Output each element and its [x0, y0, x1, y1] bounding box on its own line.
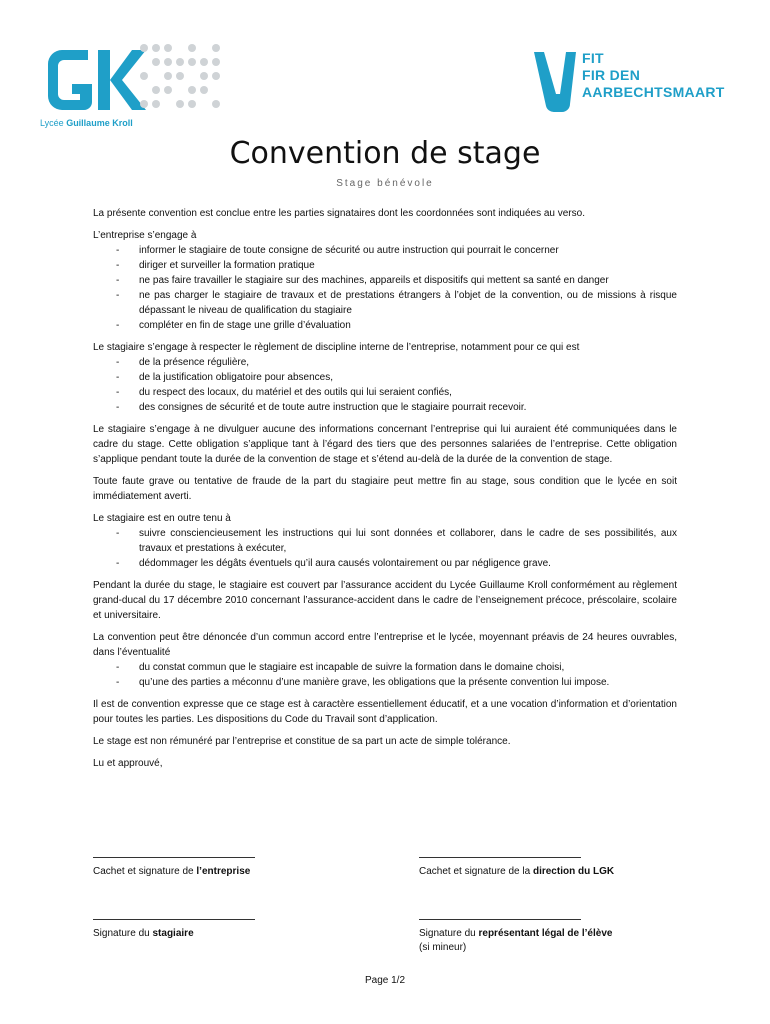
- signature-label-prefix: Signature du: [93, 928, 153, 939]
- signature-representant[interactable]: [419, 919, 612, 955]
- fit-line-2: FIR DEN: [582, 67, 641, 83]
- discretion-paragraph: Le stagiaire s’engage à ne divulguer aucune des informations concernant l’entreprise qui lui auraient été communiquées dans le cadre du stage. Cette obligation s’applique tant à l’égard des tiers que des personnes salariées de l’entreprise. Cette obligation s’applique pendant toute la durée de la convention de stage et s’étend au-delà de la durée de la convention de stage.: [93, 424, 677, 465]
- page-number: Page 1/2: [364, 975, 406, 986]
- denonciation-list: [93, 660, 677, 690]
- list-item: - du respect des locaux, du matériel et des outils qui lui seraient confiés,: [93, 385, 677, 400]
- list-item: - informer le stagiaire de toute consigne de sécurité ou autre instruction qui pourrait le concerner: [93, 243, 677, 258]
- assurance-paragraph: Pendant la durée du stage, le stagiaire est couvert par l’assurance accident du Lycée Guillaume Kroll conformément au règlement grand-ducal du 17 décembre 2010 concernant l’assurance-accident dans le cadre de l’enseignement précoce, préscolaire, scolaire et universitaire.: [93, 580, 677, 621]
- signature-line: [93, 857, 255, 859]
- list-item: - suivre consciencieusement les instructions qui lui sont données et collaborer, dans le cadre de ses possibilités, aux travaux et prestations à exécuter,: [93, 526, 677, 556]
- denonciation-intro: La convention peut être dénoncée d’un commun accord entre l’entreprise et le lycée, moyennant préavis de 24 heures ouvrables, dans l’éventualité: [93, 632, 677, 658]
- list-item: - dédommager les dégâts éventuels qu’il aura causés volontairement ou par négligence grave.: [93, 556, 677, 571]
- list-item: - du constat commun que le stagiaire est incapable de suivre la formation dans le domaine choisi,: [93, 660, 677, 675]
- signature-label-bold: représentant légal de l’élève: [478, 928, 613, 939]
- approuve-text: Lu et approuvé,: [93, 758, 163, 769]
- stagiaire-list: [93, 355, 677, 415]
- signature-note: (si mineur): [419, 942, 467, 953]
- list-item: - ne pas faire travailler le stagiaire sur des machines, appareils et dispositifs qui mettent sa santé en danger: [93, 273, 677, 288]
- list-item: - compléter en fin de stage une grille d’évaluation: [93, 318, 677, 333]
- signature-stagiaire[interactable]: [93, 919, 255, 941]
- list-item: - ne pas charger le stagiaire de travaux et de prestations étrangers à l’objet de la convention, ou de missions à risque dépassant le niveau de qualification du stagiaire: [93, 288, 677, 318]
- vocation-paragraph: Il est de convention expresse que ce stage est à caractère essentiellement éducatif, et a une vocation d’information et d’orientation pour toutes les parties. Les dispositions du Code du Travail sont d’application.: [93, 699, 677, 725]
- entreprise-list: [93, 243, 677, 333]
- intro-paragraph: La présente convention est conclue entre les parties signataires dont les coordonnées sont indiquées au verso.: [93, 208, 585, 219]
- fit-line-1: FIT: [582, 50, 604, 66]
- signature-line: [93, 919, 255, 921]
- signature-direction[interactable]: [419, 857, 614, 879]
- signature-line: [419, 857, 581, 859]
- signature-line: [419, 919, 581, 921]
- lgk-caption-bold: Guillaume Kroll: [66, 118, 133, 128]
- signature-label-bold: direction du LGK: [532, 866, 615, 877]
- document-subtitle: Stage bénévole: [336, 178, 434, 189]
- list-item: - de la présence régulière,: [93, 355, 677, 370]
- entreprise-intro: L’entreprise s’engage à: [93, 230, 197, 241]
- signature-label-bold: stagiaire: [152, 928, 194, 939]
- list-item: - diriger et surveiller la formation pratique: [93, 258, 677, 273]
- signature-label-prefix: Cachet et signature de la: [419, 866, 533, 877]
- list-item: - qu’une des parties a méconnu d’une manière grave, les obligations que la présente convention lui impose.: [93, 675, 677, 690]
- signature-label-bold: l’entreprise: [196, 866, 251, 877]
- stagiaire-intro: Le stagiaire s’engage à respecter le règlement de discipline interne de l’entreprise, notamment pour ce qui est: [93, 342, 580, 353]
- lgk-caption-prefix: Lycée: [40, 118, 67, 128]
- tenu-intro: Le stagiaire est en outre tenu à: [93, 513, 231, 524]
- remuneration-paragraph: Le stage est non rémunéré par l’entreprise et constitue de sa part un acte de simple tolérance.: [93, 736, 511, 747]
- tenu-list: [93, 526, 677, 571]
- signature-label-prefix: Cachet et signature de: [93, 866, 197, 877]
- fraude-paragraph: Toute faute grave ou tentative de fraude de la part du stagiaire peut mettre fin au stage, sous condition que le lycée en soit immédiatement averti.: [93, 476, 677, 502]
- list-item: - des consignes de sécurité et de toute autre instruction que le stagiaire pourrait recevoir.: [93, 400, 677, 415]
- signature-label-prefix: Signature du: [419, 928, 479, 939]
- fit-logo-text: [582, 50, 725, 101]
- lgk-logo-caption: [40, 118, 133, 128]
- fit-line-3: AARBECHTSMAART: [582, 84, 725, 100]
- document-title: Convention de stage: [229, 136, 541, 171]
- list-item: - de la justification obligatoire pour absences,: [93, 370, 677, 385]
- document-body: [93, 206, 677, 778]
- signature-entreprise[interactable]: [93, 857, 255, 879]
